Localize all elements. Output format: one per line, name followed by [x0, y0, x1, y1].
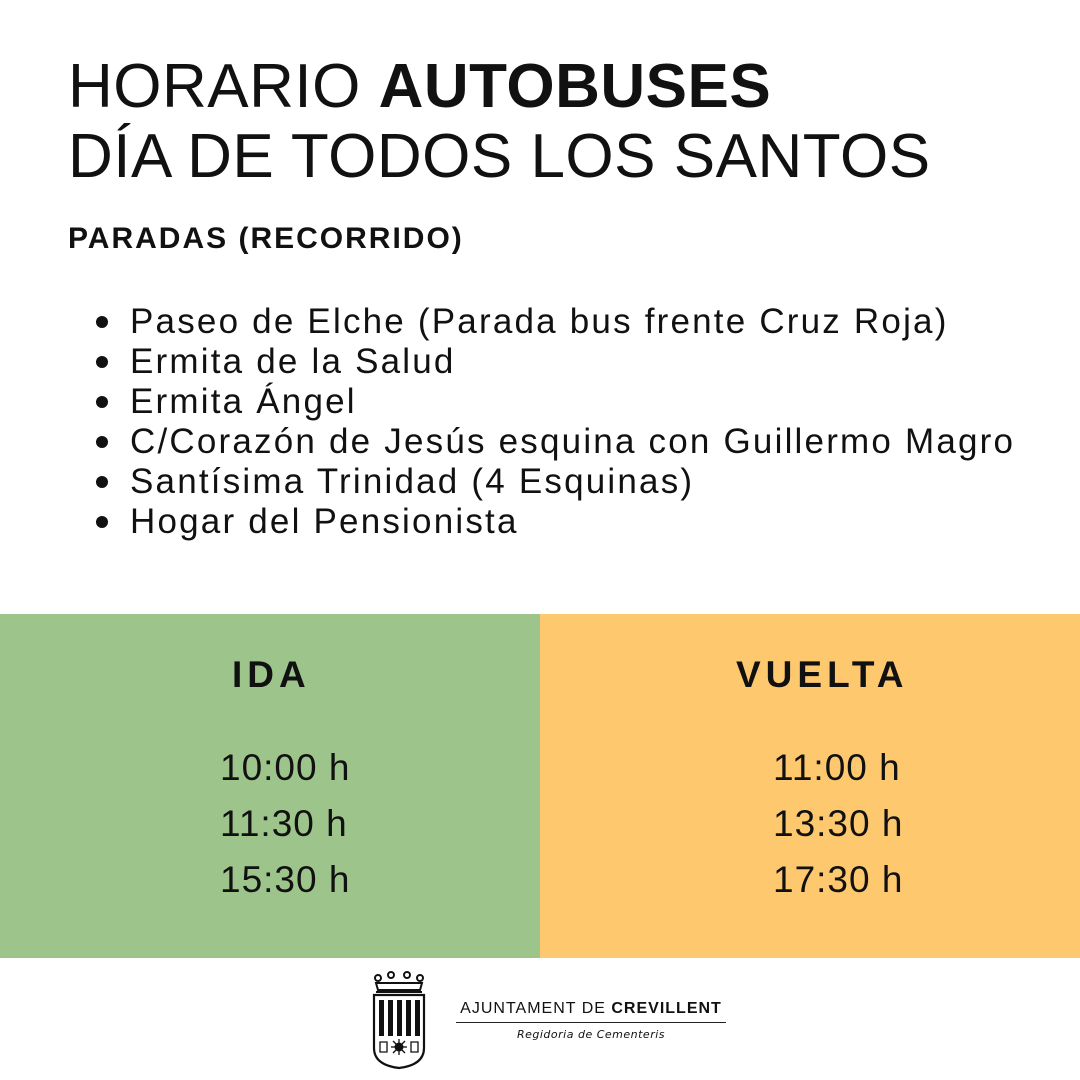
title-prefix: HORARIO: [68, 52, 361, 121]
departure-time: 10:00 h: [220, 747, 351, 788]
page-title: [68, 52, 931, 192]
title-bold: AUTOBUSES: [378, 52, 772, 121]
vuelta-times: [773, 740, 903, 908]
stop-item: [130, 502, 1030, 542]
bullet-icon: [96, 356, 108, 368]
org-prefix: AJUNTAMENT DE: [460, 1000, 606, 1017]
stop-label: C/Corazón de Jesús esquina con Guillermo Magro: [130, 422, 1016, 461]
return-time: 13:30 h: [773, 803, 904, 844]
title-line-2: DÍA DE TODOS LOS SANTOS: [68, 122, 931, 191]
stop-label: Paseo de Elche (Parada bus frente Cruz Roja): [130, 302, 949, 341]
return-time: 11:00 h: [773, 747, 901, 788]
org-bold: CREVILLENT: [611, 1000, 722, 1017]
return-time: 17:30 h: [773, 859, 904, 900]
department-name: Regidoria de Cementeris: [516, 1028, 666, 1041]
footer-logo: [368, 970, 748, 1070]
stop-label: Ermita de la Salud: [130, 342, 456, 381]
bullet-icon: [96, 396, 108, 408]
stops-heading: PARADAS (RECORRIDO): [68, 222, 464, 255]
ida-times: [220, 740, 350, 908]
stop-item: [130, 342, 1030, 382]
ida-heading: IDA: [232, 654, 311, 695]
stop-item: [130, 382, 1030, 422]
ida-column: [0, 614, 540, 958]
departure-time: 11:30 h: [220, 803, 348, 844]
stop-item: [130, 422, 1030, 462]
stop-item: [130, 462, 1030, 502]
bullet-icon: [96, 316, 108, 328]
stops-list: [130, 302, 1030, 542]
bullet-icon: [96, 436, 108, 448]
vuelta-column: [540, 614, 1080, 958]
stop-label: Hogar del Pensionista: [130, 502, 519, 541]
bullet-icon: [96, 516, 108, 528]
org-name: [456, 1000, 726, 1023]
stop-item: [130, 302, 1030, 342]
stop-label: Ermita Ángel: [130, 382, 357, 421]
vuelta-heading: VUELTA: [736, 654, 909, 695]
org-brand: [456, 1000, 726, 1041]
stop-label: Santísima Trinidad (4 Esquinas): [130, 462, 695, 501]
municipal-crest-icon: [368, 970, 430, 1070]
schedule-panel: [0, 614, 1080, 958]
bullet-icon: [96, 476, 108, 488]
departure-time: 15:30 h: [220, 859, 351, 900]
